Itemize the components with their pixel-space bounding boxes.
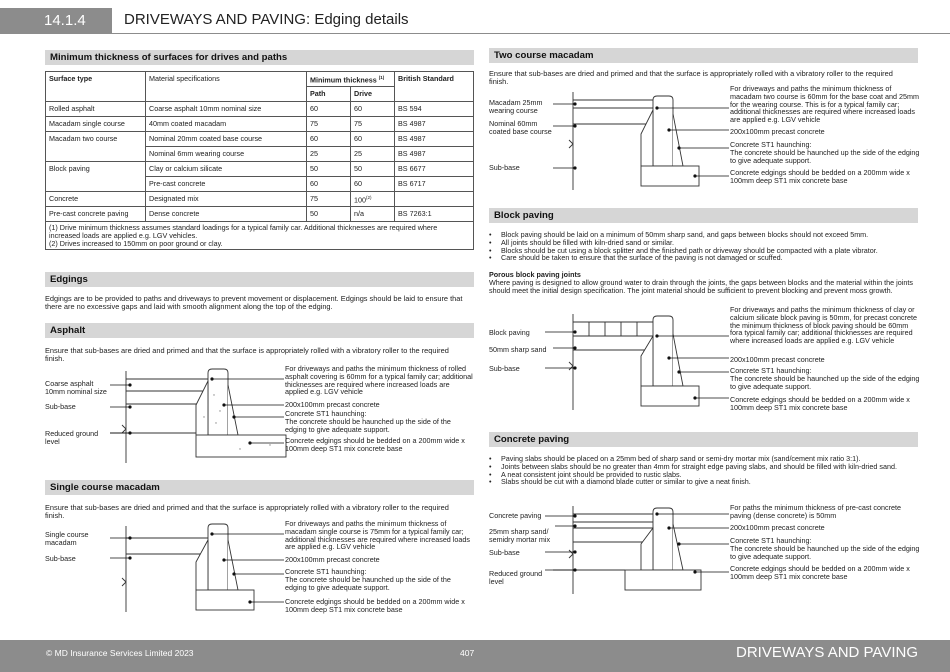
- single-label-macadam: Single course macadam: [45, 530, 89, 547]
- table-note-2: (2) Drives increased to 150mm on poor ground or clay.: [49, 239, 223, 249]
- concrete-bullets: [489, 455, 919, 486]
- twocourse-note-bedding: Concrete edgings should be bedded on a 200mm wide x 100mm deep ST1 mix concrete base: [730, 168, 910, 185]
- col-header-bs: British Standard: [395, 72, 474, 102]
- concrete-label-ground: Reduced ground level: [489, 569, 543, 586]
- asphalt-note-precast: 200x100mm precast concrete: [285, 400, 380, 409]
- asphalt-title-bar: Asphalt: [45, 323, 474, 338]
- porous-title: Porous block paving joints: [489, 270, 581, 279]
- block-title-bar: Block paving: [489, 208, 918, 223]
- single-note-precast: 200x100mm precast concrete: [285, 555, 380, 564]
- concrete-note-thickness: For paths the minimum thickness of pre-cast concrete paving (dense concrete) is 50mm: [730, 503, 901, 520]
- table-row: Concrete Designated mix 75 100$^{(2)}$: [46, 192, 474, 207]
- twocourse-intro: Ensure that sub-bases are dried and primed and that the surface is appropriately rolled with a vibratory roller to the required finish.: [489, 69, 893, 87]
- block-label-subbase: Sub-base: [489, 364, 520, 373]
- col-header-path: Path: [307, 87, 351, 102]
- table-row: Macadam two course Nominal 20mm coated base course 60 60 BS 4987: [46, 132, 474, 147]
- asphalt-label-subbase: Sub-base: [45, 402, 76, 411]
- asphalt-note-thickness: For driveways and paths the minimum thickness of rolled asphalt covering is 60mm for a typical family car; additional thicknesses are required where increased loads are applied e.g. LGV vehicle: [285, 364, 473, 397]
- table-row: Pre-cast concrete paving Dense concrete 50 n/a BS 7263:1: [46, 207, 474, 222]
- list-item: • Slabs should be cut with a diamond blade cutter or similar to give a neat finish.: [489, 478, 919, 486]
- single-note-bedding: Concrete edgings should be bedded on a 200mm wide x 100mm deep ST1 mix concrete base: [285, 597, 465, 614]
- concrete-label-paving: Concrete paving: [489, 511, 542, 520]
- porous-text: Where paving is designed to allow ground water to drain through the joints, the gaps between blocks and the material within the joints should meet the initial design specification. The joint material should be sufficient to prevent blocking and prevent moss growth.: [489, 278, 913, 295]
- list-item: • All joints should be filled with kiln-dried sand or similar.: [489, 239, 919, 247]
- list-item: • Care should be taken to ensure that the surface of the paving is not damaged or scuffed.: [489, 254, 919, 262]
- block-bullets: [489, 231, 919, 262]
- table-note-1: (1) Drive minimum thickness assumes standard loadings for a typical family car. Additional thicknesses are required where increased loads are applied e.g. LGV vehicles.: [49, 223, 438, 241]
- list-item: • Blocks should be cut using a block splitter and the finished path or driveway should be compacted with a plate vibrator.: [489, 247, 919, 255]
- edgings-title-bar: Edgings: [45, 272, 474, 287]
- header-rule: [112, 33, 950, 34]
- col-header-min: Minimum thickness $^{(1)}$: [307, 72, 395, 87]
- asphalt-diagram: [100, 365, 290, 470]
- single-intro: Ensure that sub-bases are dried and primed and that the surface is appropriately rolled with a vibratory roller to the required finish.: [45, 503, 449, 521]
- table-row: Macadam single course 40mm coated macadam 75 75 BS 4987: [46, 117, 474, 132]
- footer-section: DRIVEWAYS AND PAVING: [736, 644, 918, 661]
- page-header: [0, 0, 950, 36]
- asphalt-note-haunching: Concrete ST1 haunching: The concrete should be haunched up the side of the edging to give adequate support.: [285, 409, 451, 434]
- concrete-note-bedding: Concrete edgings should be bedded on a 200mm wide x 100mm deep ST1 mix concrete base: [730, 564, 910, 581]
- block-note-thickness: For driveways and paths the minimum thickness of clay or calcium silicate block paving is 50mm, for precast concrete the minimum thickness of block paving should be 60mm fora typical family car; additional thicknesses are required where increased loads are applied e.g. LGV vehicle: [730, 305, 917, 346]
- twocourse-label-subbase: Sub-base: [489, 163, 520, 172]
- single-note-thickness: For driveways and paths the minimum thickness of macadam single course is 75mm for a typical family car; additional thicknesses are required where increased loads are applied e.g. LGV vehicle: [285, 519, 470, 552]
- twocourse-note-haunching: Concrete ST1 haunching: The concrete should be haunched up the side of the edging to give adequate support.: [730, 140, 920, 165]
- page-title: DRIVEWAYS AND PAVING: Edging details: [124, 11, 409, 28]
- page-footer: [0, 640, 950, 672]
- twocourse-note-precast: 200x100mm precast concrete: [730, 127, 825, 136]
- concrete-diagram: [545, 500, 735, 600]
- twocourse-label-wearing: Macadam 25mm wearing course: [489, 98, 543, 115]
- thickness-table: [45, 71, 474, 222]
- concrete-title-bar: Concrete paving: [489, 432, 918, 447]
- table-notes: [45, 222, 474, 250]
- single-note-haunching: Concrete ST1 haunching: The concrete should be haunched up the side of the edging to give adequate support.: [285, 567, 451, 592]
- twocourse-label-base: Nominal 60mm coated base course: [489, 119, 552, 136]
- single-label-subbase: Sub-base: [45, 554, 76, 563]
- list-item: • Paving slabs should be placed on a 25mm bed of sharp sand or semi-dry mortar mix (sand/cement mix ratio 3:1).: [489, 455, 919, 463]
- asphalt-label-asphalt: Coarse asphalt 10mm nominal size: [45, 379, 107, 396]
- list-item: • A neat consistent joint should be provided to rustic slabs.: [489, 471, 919, 479]
- twocourse-diagram: [545, 86, 735, 198]
- footer-copyright: © MD Insurance Services Limited 2023: [46, 648, 194, 658]
- col-header-drive: Drive: [351, 87, 395, 102]
- edgings-text: Edgings are to be provided to paths and driveways to prevent movement or displacement. Edgings should be laid to ensure that there are no excessive gaps and laid with smooth alignment along the top of the edging.: [45, 294, 463, 312]
- block-note-haunching: Concrete ST1 haunching: The concrete should be haunched up the side of the edging to give adequate support.: [730, 366, 920, 391]
- single-diagram: [100, 518, 290, 618]
- asphalt-intro: Ensure that sub-bases are dried and primed and that the surface is appropriately rolled with a vibratory roller to the required finish.: [45, 346, 449, 364]
- concrete-label-sand: 25mm sharp sand/ semidry mortar mix: [489, 527, 551, 544]
- col-header-type: Surface type: [46, 72, 146, 102]
- block-diagram: [545, 306, 735, 418]
- asphalt-label-ground: Reduced ground level: [45, 429, 99, 446]
- page-number: 407: [460, 648, 475, 658]
- col-header-material: Material specifications: [146, 72, 307, 102]
- concrete-note-haunching: Concrete ST1 haunching: The concrete should be haunched up the side of the edging to give adequate support.: [730, 536, 920, 561]
- twocourse-note-thickness: For driveways and paths the minimum thickness of macadam two course is 60mm for the base coat and 25mm for the wearing course. This is for a typical family car; additional thicknesses are required where increased loads are applied e.g. LGV vehicle: [730, 84, 919, 125]
- block-label-paving: Block paving: [489, 328, 530, 337]
- block-note-precast: 200x100mm precast concrete: [730, 355, 825, 364]
- concrete-label-subbase: Sub-base: [489, 548, 520, 557]
- table-row: Nominal 6mm wearing course 25 25 BS 4987: [46, 147, 474, 162]
- concrete-note-precast: 200x100mm precast concrete: [730, 523, 825, 532]
- list-item: • Block paving should be laid on a minimum of 50mm sharp sand, and gaps between blocks should not exceed 5mm.: [489, 231, 919, 239]
- twocourse-title-bar: Two course macadam: [489, 48, 918, 63]
- list-item: • Joints between slabs should be no greater than 4mm for straight edge paving slabs, and should be filled with kiln-dried sand.: [489, 463, 919, 471]
- section-number: 14.1.4: [0, 8, 112, 34]
- thickness-title-bar: Minimum thickness of surfaces for drives and paths: [45, 50, 474, 65]
- block-label-sand: 50mm sharp sand: [489, 345, 547, 354]
- single-title-bar: Single course macadam: [45, 480, 474, 495]
- asphalt-note-bedding: Concrete edgings should be bedded on a 200mm wide x 100mm deep ST1 mix concrete base: [285, 436, 465, 453]
- table-row: Rolled asphalt Coarse asphalt 10mm nominal size 60 60 BS 594: [46, 102, 474, 117]
- block-note-bedding: Concrete edgings should be bedded on a 200mm wide x 100mm deep ST1 mix concrete base: [730, 395, 910, 412]
- table-row: Block paving Clay or calcium silicate 50 50 BS 6677: [46, 162, 474, 177]
- table-row: Pre-cast concrete 60 60 BS 6717: [46, 177, 474, 192]
